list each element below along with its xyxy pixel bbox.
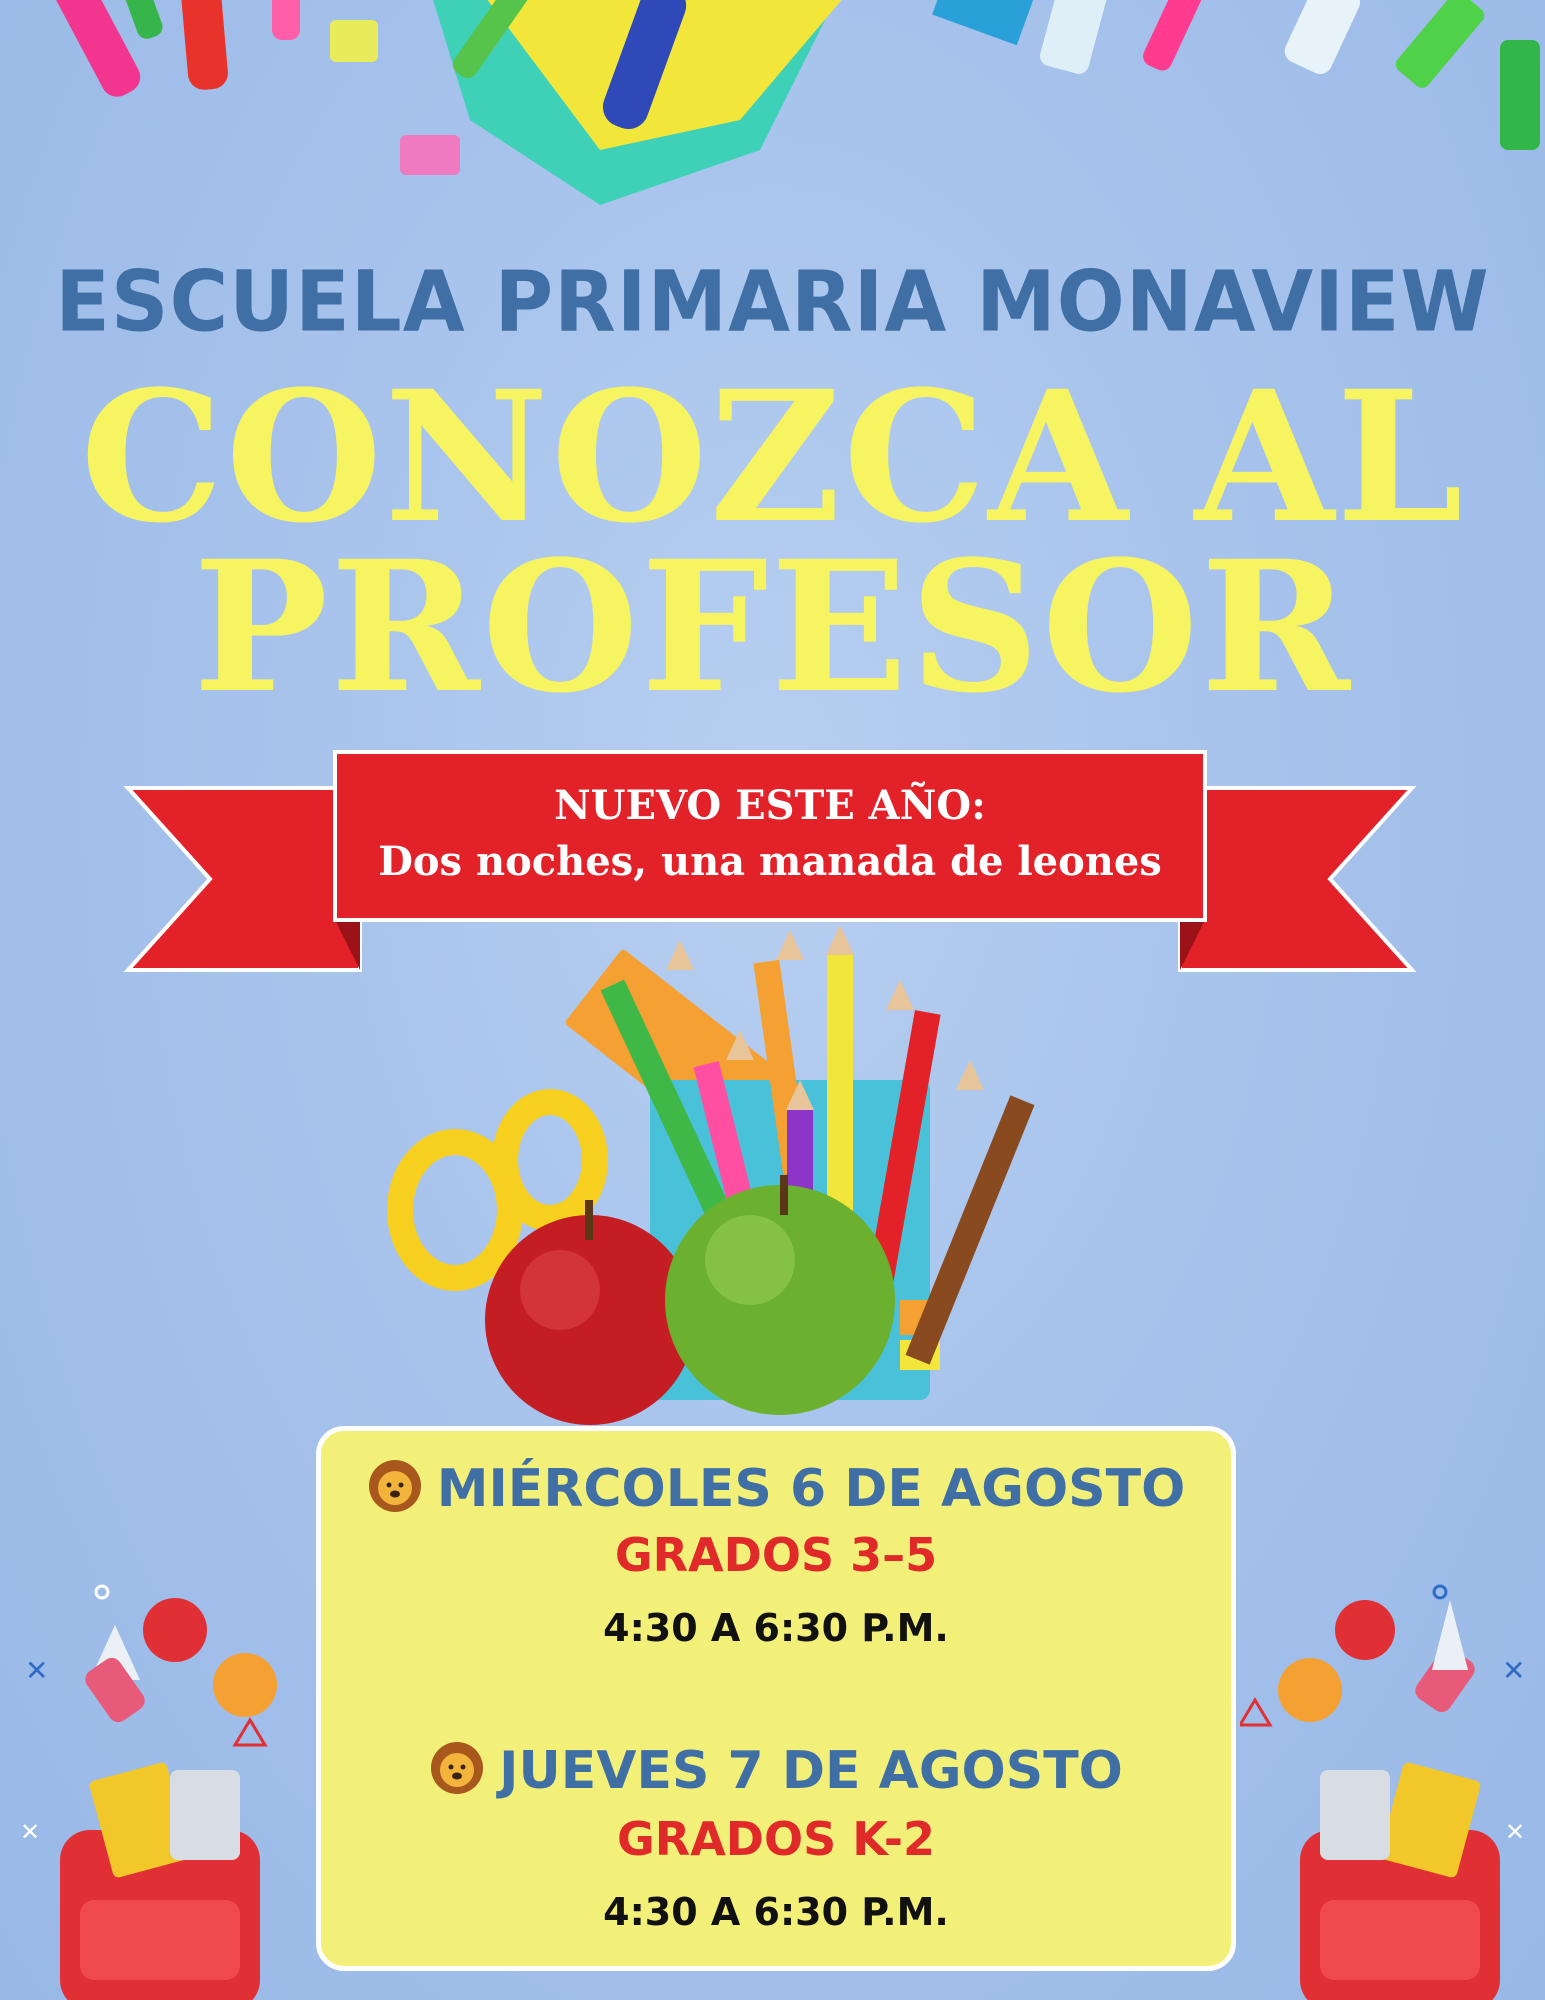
banner-line-1: NUEVO ESTE AÑO: xyxy=(554,782,986,829)
svg-text:✕: ✕ xyxy=(1502,1654,1526,1687)
svg-text:✕: ✕ xyxy=(25,1654,49,1687)
headline-line-2: PROFESOR xyxy=(192,522,1353,733)
event-2-day xyxy=(316,1740,1236,1801)
event-1-grades: GRADOS 3–5 xyxy=(614,1528,938,1582)
event-2-time: 4:30 A 6:30 P.M. xyxy=(603,1890,949,1934)
event-1-day-label: MIÉRCOLES 6 DE AGOSTO xyxy=(436,1459,1186,1519)
event-2-grades: GRADOS K-2 xyxy=(617,1812,935,1866)
school-supplies-illustration xyxy=(380,910,1140,1430)
lion-icon xyxy=(429,1740,485,1796)
backpack-decoration-left xyxy=(20,1570,320,2000)
event-2-day-label: JUEVES 7 DE AGOSTO xyxy=(499,1741,1123,1801)
event-1-day xyxy=(316,1458,1236,1519)
svg-text:✕: ✕ xyxy=(20,1818,41,1846)
school-name: ESCUELA PRIMARIA MONAVIEW xyxy=(55,252,1490,351)
headline-line-1: CONOZCA AL xyxy=(80,352,1465,563)
lion-icon xyxy=(367,1458,423,1514)
banner-line-2: Dos noches, una manada de leones xyxy=(378,838,1162,885)
svg-text:✕: ✕ xyxy=(1505,1818,1526,1846)
school-supplies-top-decoration xyxy=(0,0,1545,220)
event-1-time: 4:30 A 6:30 P.M. xyxy=(603,1606,949,1650)
backpack-decoration-right xyxy=(1240,1570,1545,2000)
